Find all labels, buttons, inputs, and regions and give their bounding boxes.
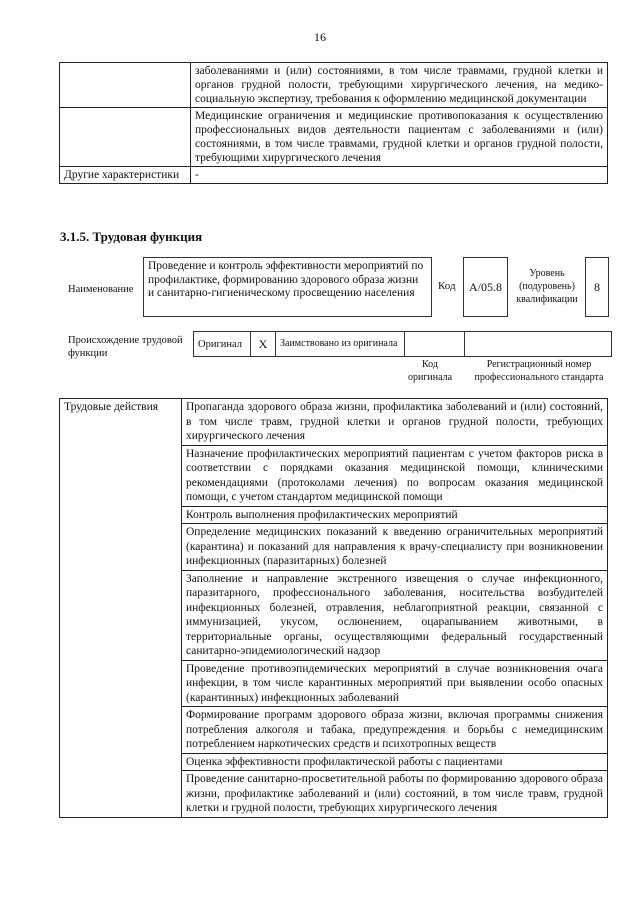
labor-actions-table xyxy=(59,398,608,818)
original-code-cell xyxy=(405,332,465,357)
qualification-level-label: Уровень (подуровень) квалификации xyxy=(516,268,578,305)
name-label: Наименование xyxy=(68,284,134,295)
table-row xyxy=(60,108,608,167)
original-mark: X xyxy=(251,332,276,357)
action-item: Определение медицинских показаний к введению ограничительных мероприятий (карантина) и показаний для направления к врачу-специалисту при возникновении инфекционных (паразитарных) болезней xyxy=(182,524,608,571)
origin-table xyxy=(193,331,612,357)
caption-registration-number: Регистрационный номер профессионального стандарта xyxy=(474,359,604,383)
row-label xyxy=(60,108,191,167)
function-name-box: Проведение и контроль эффективности мероприятий по профилактике, формированию здорового образа жизни и санитарно-гигиеническому просвещению населения xyxy=(143,257,432,317)
action-item: Назначение профилактических мероприятий пациентам с учетом факторов риска в соответствии с порядками оказания медицинской помощи, клиническими рекомендациями (протоколами лечения) по вопросам оказания медицинской помощи, с учетом стандартом медицинской помощи xyxy=(182,445,608,506)
registration-number-cell xyxy=(465,332,612,357)
action-item: Оценка эффективности профилактической работы с пациентами xyxy=(182,753,608,771)
page-number: 16 xyxy=(314,30,326,44)
other-characteristics-value: - xyxy=(191,167,608,184)
origin-label: Происхождение трудовой функции xyxy=(68,335,183,359)
code-label: Код xyxy=(438,280,456,292)
qualification-level-box: 8 xyxy=(585,257,609,317)
knowledge-table-continuation xyxy=(59,62,608,184)
action-item: Пропаганда здорового образа жизни, профилактика заболеваний и (или) состояний, в том числе травм, грудной клетки и органов грудной полости, требующих хирургического лечения xyxy=(182,399,608,446)
caption-original-code: Код оригинала xyxy=(407,359,453,383)
row-text: Медицинские ограничения и медицинские противопоказания к осуществлению профессиональных видов деятельности пациентам с заболеваниями и (или) состояниями, в том числе травмами, грудной клетки и органов грудной полости, требующими хирургического лечения xyxy=(191,108,608,167)
borrowed-label: Заимствовано из оригинала xyxy=(276,332,405,357)
action-item: Формирование программ здорового образа жизни, включая программы снижения потребления алкоголя и табака, предупреждения и борьбы с немедицинским потреблением наркотических средств и психотропных веществ xyxy=(182,707,608,754)
action-item: Контроль выполнения профилактических мероприятий xyxy=(182,506,608,524)
labor-actions-label: Трудовые действия xyxy=(60,399,182,818)
row-label xyxy=(60,63,191,108)
other-characteristics-label: Другие характеристики xyxy=(60,167,191,184)
original-label: Оригинал xyxy=(194,332,251,357)
function-code-box: A/05.8 xyxy=(463,257,508,317)
table-row xyxy=(60,399,608,446)
table-row xyxy=(60,63,608,108)
table-row xyxy=(60,167,608,184)
action-item: Проведение противоэпидемических мероприятий в случае возникновения очага инфекции, в том числе карантинных мероприятий при выявлении особо опасных (карантинных) инфекционных заболеваний xyxy=(182,660,608,707)
action-item: Заполнение и направление экстренного извещения о случае инфекционного, паразитарного, профессионального заболевания, носительства возбудителей инфекционных болезней, отравления, неблагоприятной реакции, связанной с иммунизацией, укусом, ослюнением, оцарапыванием животными, в территориальные органы, осуществляющими федеральный государственный санитарно-эпидемиологический надзор xyxy=(182,570,608,660)
action-item: Проведение санитарно-просветительной работы по формированию здорового образа жизни, профилактике заболеваний и (или) состояний, в том числе травм, грудной клетки и грудной полости, требующих хирургического лечения xyxy=(182,771,608,818)
row-text: заболеваниями и (или) состояниями, в том числе травмами, грудной клетки и органов грудной полости, требующими хирургического лечения, на медико-социальную экспертизу, требования к оформлению медицинской документации xyxy=(191,63,608,108)
section-title: 3.1.5. Трудовая функция xyxy=(60,229,203,244)
